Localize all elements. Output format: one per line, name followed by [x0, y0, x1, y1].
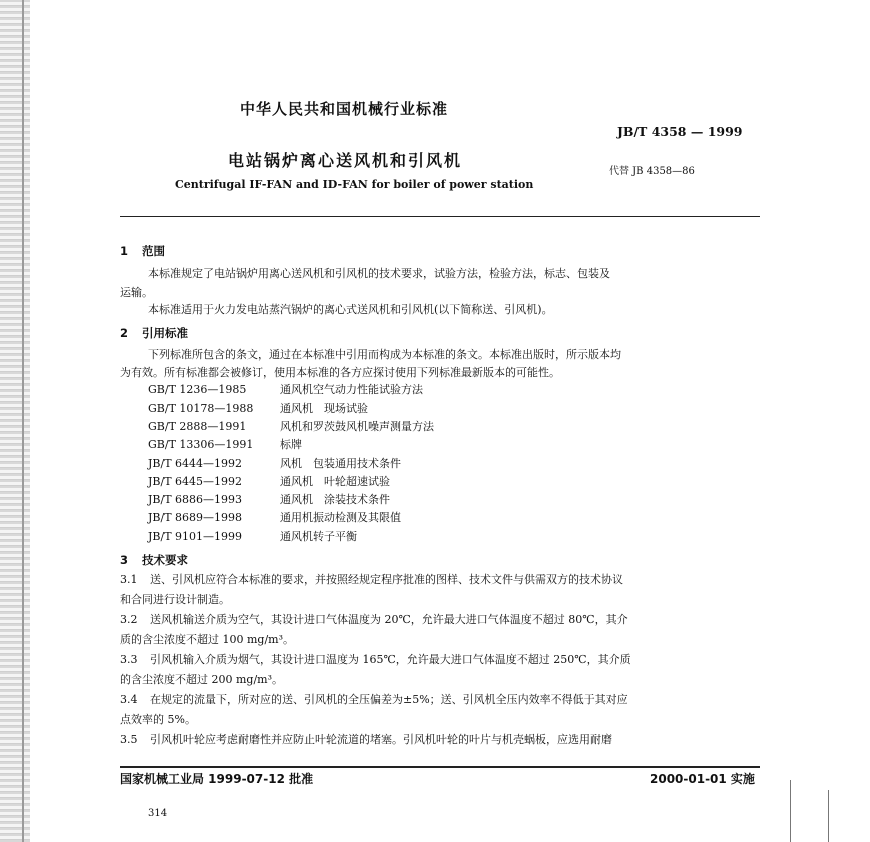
implementation-date: 2000-01-01 实施 — [650, 772, 755, 786]
reference-item: GB/T 13306—1991 标牌 — [148, 438, 302, 451]
s2-paragraph-1a: 下列标准所包含的条文，通过在本标准中引用而构成为本标准的条文。本标准出版时，所示版本均 — [148, 348, 621, 361]
reference-item: GB/T 1236—1985 通风机空气动力性能试验方法 — [148, 383, 423, 396]
reference-item: GB/T 10178—1988 通风机 现场试验 — [148, 402, 368, 415]
reference-item: JB/T 6444—1992 风机 包装通用技术条件 — [148, 457, 401, 470]
header-rule — [120, 216, 760, 217]
standard-code: JB/T 4358 — 1999 — [617, 124, 743, 139]
reference-item: GB/T 2888—1991 风机和罗茨鼓风机噪声测量方法 — [148, 420, 434, 433]
clause-3-2: 3.2 送风机输送介质为空气，其设计进口气体温度为 20℃，允许最大进口气体温度不超过 80℃，其介 质的含尘浓度不超过 100 mg/m³。 — [120, 613, 628, 646]
section-title: 范围 — [142, 244, 165, 258]
english-title: Centrifugal IF-FAN and ID-FAN for boiler of power station — [175, 178, 534, 191]
s1-paragraph-1a: 本标准规定了电站锅炉用离心送风机和引风机的技术要求，试验方法，检验方法，标志、包装及 — [148, 267, 610, 280]
s1-paragraph-1b: 运输。 — [120, 286, 153, 299]
reference-item: JB/T 6445—1992 通风机 叶轮超速试验 — [148, 475, 390, 488]
section-2-heading — [120, 325, 188, 341]
section-title: 引用标准 — [142, 326, 188, 340]
section-number: 1 — [120, 244, 129, 258]
section-title: 技术要求 — [142, 553, 188, 567]
reference-item: JB/T 6886—1993 通风机 涂装技术条件 — [148, 493, 390, 506]
page-number: 314 — [148, 808, 168, 819]
footer-rule — [120, 766, 760, 768]
scan-artifact-line — [790, 780, 791, 842]
section-number: 2 — [120, 326, 129, 340]
clause-3-5: 3.5 引风机叶轮应考虑耐磨性并应防止叶轮流道的堵塞。引风机叶轮的叶片与机壳蜗板，应选用耐磨 — [120, 733, 612, 746]
s1-paragraph-2: 本标准适用于火力发电站蒸汽锅炉的离心式送风机和引风机(以下简称送、引风机)。 — [148, 303, 553, 316]
approval-date: 国家机械工业局 1999-07-12 批准 — [120, 772, 314, 786]
section-1-heading — [120, 243, 165, 259]
section-3-heading — [120, 552, 188, 568]
document-title: 电站锅炉离心送风机和引风机 — [228, 151, 463, 170]
clause-3-1: 3.1 送、引风机应符合本标准的要求，并按照经规定程序批准的图样、技术文件与供需双方的技术协议 和合同进行设计制造。 — [120, 573, 623, 606]
section-number: 3 — [120, 553, 129, 567]
clause-3-3: 3.3 引风机输入介质为烟气，其设计进口温度为 165℃，允许最大进口气体温度不超过 250℃，其介质 的含尘浓度不超过 200 mg/m³。 — [120, 653, 631, 686]
scan-edge — [0, 0, 30, 842]
standard-org: 中华人民共和国机械行业标准 — [240, 100, 449, 118]
s2-paragraph-1b: 为有效。所有标准都会被修订，使用本标准的各方应探讨使用下列标准最新版本的可能性。 — [120, 366, 560, 379]
reference-item: JB/T 8689—1998 通用机振动检测及其限值 — [148, 511, 401, 524]
reference-item: JB/T 9101—1999 通风机转子平衡 — [148, 530, 357, 543]
replaces-note: 代替 JB 4358—86 — [609, 166, 695, 177]
scan-artifact-line — [828, 790, 829, 842]
clause-3-4: 3.4 在规定的流量下，所对应的送、引风机的全压偏差为±5%；送、引风机全压内效率不得低于其对应 点效率的 5%。 — [120, 693, 628, 726]
